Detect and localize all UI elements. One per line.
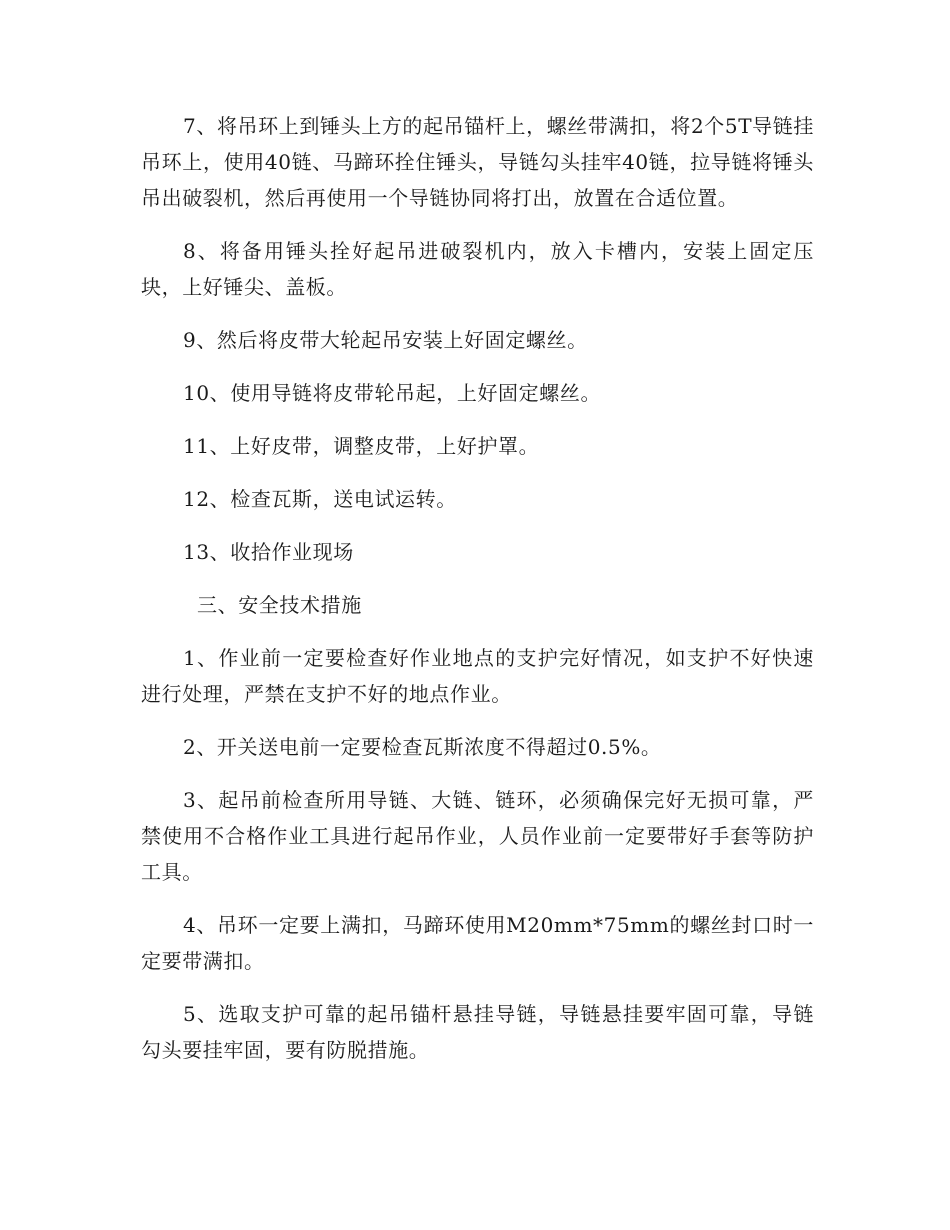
step-13-paragraph: 13、收拾作业现场 (183, 540, 354, 564)
step-7-paragraph: 7、将吊环上到锤头上方的起吊锚杆上，螺丝带满扣，将2个5T导链挂吊环上，使用40链、马蹄环拴住锤头，导链勾头挂牢40链，拉导链将锤头吊出破裂机，然后再使用一个导链协同将打出，放置在合适位置。 (141, 114, 814, 210)
measure-2-paragraph: 2、开关送电前一定要检查瓦斯浓度不得超过0.5%。 (183, 735, 662, 759)
step-9-paragraph: 9、然后将皮带大轮起吊安装上好固定螺丝。 (183, 328, 588, 352)
step-10-paragraph: 10、使用导链将皮带轮吊起，上好固定螺丝。 (183, 381, 602, 405)
step-8-paragraph: 8、将备用锤头拴好起吊进破裂机内，放入卡槽内，安装上固定压块，上好锤尖、盖板。 (141, 239, 814, 299)
step-11-paragraph: 11、上好皮带，调整皮带，上好护罩。 (183, 434, 540, 458)
step-12-paragraph: 12、检查瓦斯，送电试运转。 (183, 487, 457, 511)
measure-5-paragraph: 5、选取支护可靠的起吊锚杆悬挂导链，导链悬挂要牢固可靠，导链勾头要挂牢固，要有防脱措施。 (141, 1002, 814, 1062)
section-heading-safety: 三、安全技术措施 (197, 593, 362, 617)
measure-1-paragraph: 1、作业前一定要检查好作业地点的支护完好情况，如支护不好快速进行处理，严禁在支护不好的地点作业。 (141, 646, 814, 706)
measure-4-paragraph: 4、吊环一定要上满扣，马蹄环使用M20mm*75mm的螺丝封口时一定要带满扣。 (141, 913, 814, 973)
measure-3-paragraph: 3、起吊前检查所用导链、大链、链环，必须确保完好无损可靠，严禁使用不合格作业工具进行起吊作业，人员作业前一定要带好手套等防护工具。 (141, 788, 814, 884)
